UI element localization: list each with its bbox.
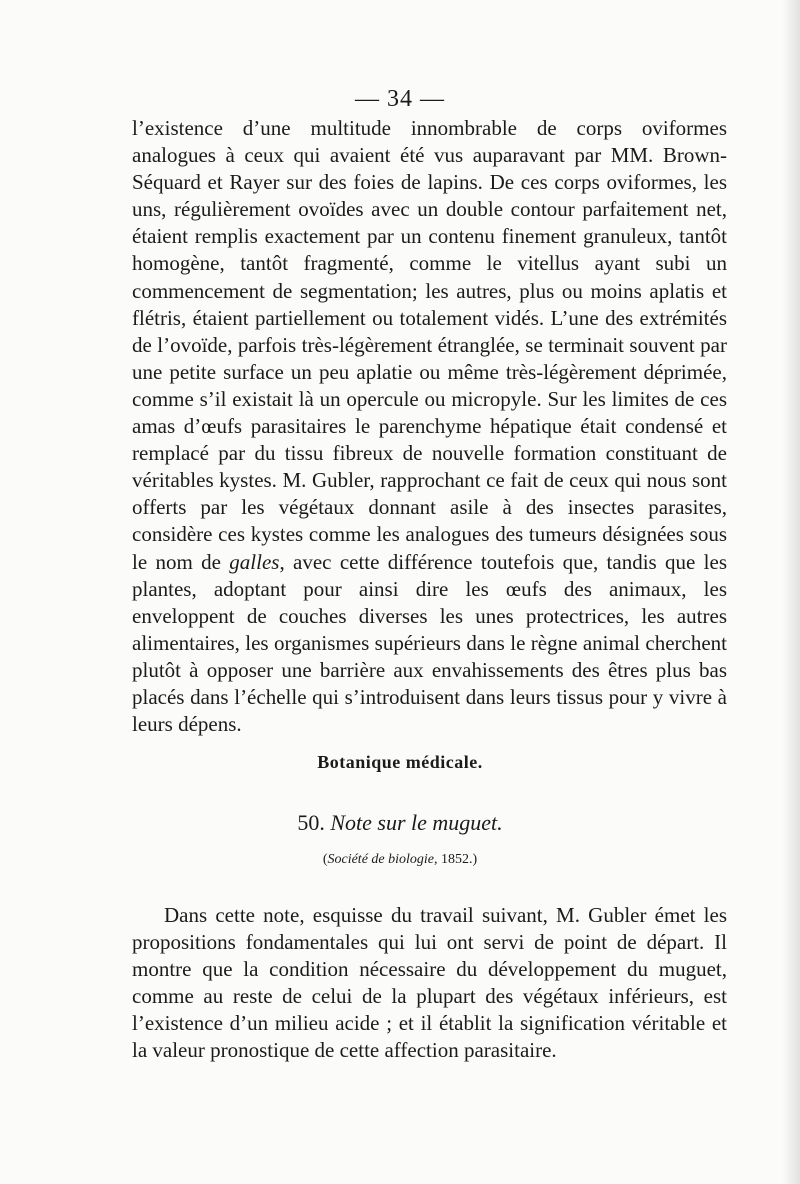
note-heading (0, 810, 800, 836)
italic-term: galles (229, 549, 280, 574)
body-text-top (132, 115, 727, 738)
paragraph-text-end: , avec cette différence toutefois que, tandis que les plantes, adoptant pour ainsi dire les œufs des animaux, les enveloppent de couches diverses les unes protectrices, les autres alimentaires, les organismes supérieurs dans le règne animal cherchent plutôt à opposer une barrière aux envahissements des êtres plus bas placés dans l’échelle qui s’introduisent dans leurs tissus pour y vivre à leurs dépens. (132, 549, 728, 737)
source-society: Société de biologie (327, 852, 435, 867)
source-year: , 1852.) (434, 852, 478, 867)
note-title-text: Note sur le muguet. (330, 810, 503, 835)
paragraph-continuation (132, 115, 727, 738)
section-heading: Botanique médicale. (317, 752, 483, 772)
page-number: — 34 — (355, 86, 445, 112)
paragraph-note-summary: Dans cette note, esquisse du travail suivant, M. Gubler émet les propositions fondamentales qui lui ont servi de point de départ. Il montre que la condition nécessaire du développement du muguet, comme au reste de celui de la plupart des végétaux inférieurs, est l’existence d’un milieu acide ; et il établit la signification véritable et la valeur pronostique de cette affection parasitaire. (132, 903, 727, 1063)
body-text-bottom (132, 902, 727, 1065)
paragraph-text: l’existence d’une multitude innombrable de corps oviformes analogues à ceux qui avaient été vus auparavant par MM. Brown-Séquard et Rayer sur des foies de lapins. De ces corps oviformes, les uns, régulièrement ovoïdes avec un double contour parfaitement net, étaient remplis exactement par un contenu finement granuleux, tantôt homogène, tantôt fragmenté, comme le vitellus ayant subi un commencement de segmentation; les autres, plus ou moins aplatis et flétris, étaient partiellement ou totalement vidés. L’une des extrémités de l’ovoïde, parfois très-légèrement étranglée, se terminait souvent par une petite surface un peu aplatie ou même très-légèrement déprimée, comme s’il existait là un opercule ou micropyle. Sur les limites de ces amas d’œufs parasitaires le parenchyme hépatique était condensé et remplacé par du tissu fibreux de nouvelle formation constituant de véritables kystes. M. Gubler, rapprochant ce fait de ceux qui nous sont offerts par les végétaux donnant asile à des insectes parasites, considère ces kystes comme les analogues des tumeurs désignées sous le nom de (132, 116, 727, 574)
note-number: 50. (297, 810, 325, 835)
source-open: ( (322, 852, 328, 867)
page-edge-shadow (782, 0, 800, 1184)
note-source (0, 852, 800, 868)
